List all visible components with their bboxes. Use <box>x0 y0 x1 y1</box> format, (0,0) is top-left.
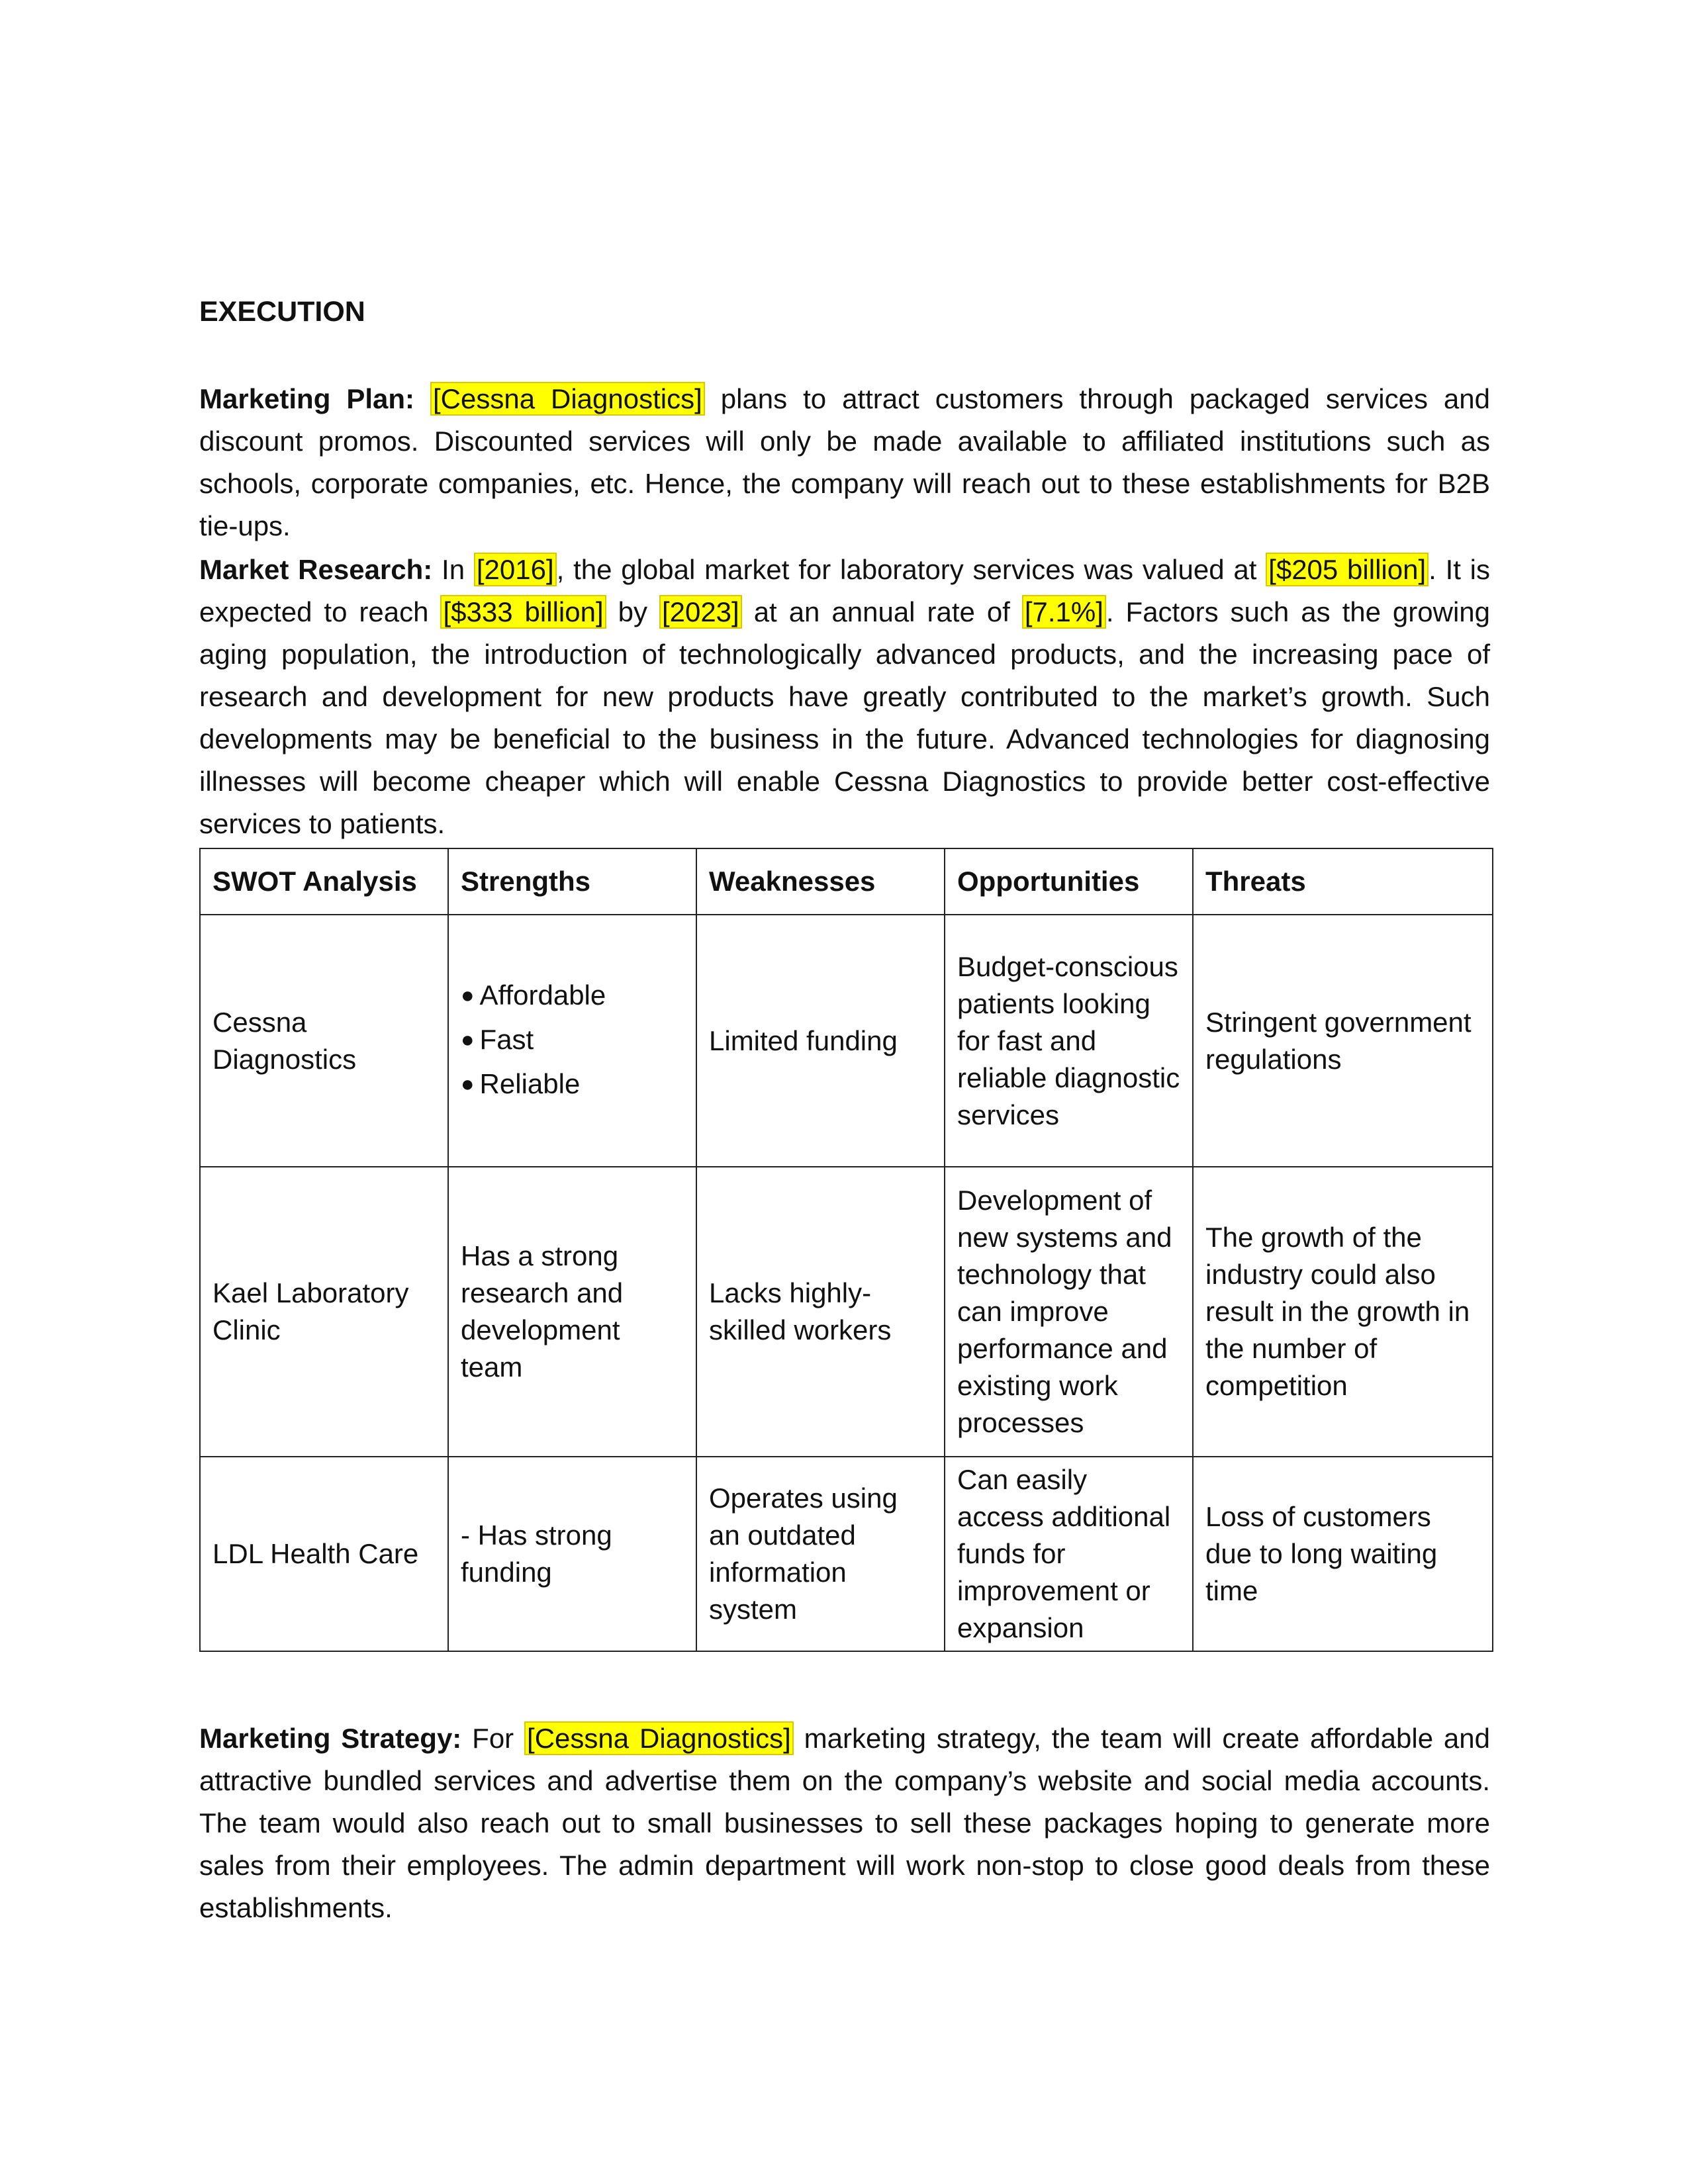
market-research-text: by <box>606 596 659 627</box>
company-name-cell: Cessna Diagnostics <box>200 915 448 1167</box>
column-header: Opportunities <box>945 848 1193 915</box>
table-row <box>200 915 1493 1167</box>
weaknesses-cell: Lacks highly-skilled workers <box>696 1167 945 1457</box>
strengths-cell <box>448 915 696 1167</box>
strengths-list <box>461 974 684 1107</box>
value-placeholder-highlight: [$333 billion] <box>440 595 606 629</box>
strengths-cell: Has a strong research and development team <box>448 1167 696 1457</box>
threats-cell: Loss of customers due to long waiting time <box>1193 1457 1493 1651</box>
table-header-row <box>200 848 1493 915</box>
list-item: ● Fast <box>461 1019 684 1063</box>
marketing-strategy-text: marketing strategy, the team will create affordable and attractive bundled services and advertise them on the company’s website and social media accounts. The team would also reach out to small businesses to sell these packages hoping to generate more sales from their employees. The admin department will work non-stop to close good deals from these establishments. <box>199 1723 1491 1923</box>
list-item: ● Affordable <box>461 974 684 1019</box>
market-research-paragraph <box>199 549 1490 845</box>
market-research-text: . It is expected to reach <box>199 554 1491 627</box>
company-placeholder-highlight: [Cessna Diagnostics] <box>524 1721 794 1755</box>
threats-cell: Stringent government regulations <box>1193 915 1493 1167</box>
marketing-strategy-paragraph <box>199 1717 1490 1929</box>
market-research-text: at an annual rate of <box>741 596 1022 627</box>
threats-cell: The growth of the industry could also result in the growth in the number of competition <box>1193 1167 1493 1457</box>
strengths-cell: - Has strong funding <box>448 1457 696 1651</box>
column-header: Strengths <box>448 848 696 915</box>
table-row <box>200 1167 1493 1457</box>
marketing-plan-text: plans to attract customers through packaged services and discount promos. Discounted services will only be made available to affiliated institutions such as schools, corporate companies, etc. Hence, the company will reach out to these establishments for B2B tie-ups. <box>199 383 1490 541</box>
opportunities-cell: Can easily access additional funds for improvement or expansion <box>945 1457 1193 1651</box>
company-name-cell: LDL Health Care <box>200 1457 448 1651</box>
column-header: Weaknesses <box>696 848 945 915</box>
column-header: Threats <box>1193 848 1493 915</box>
rate-placeholder-highlight: [7.1%] <box>1022 595 1106 629</box>
list-item: ● Reliable <box>461 1063 684 1107</box>
company-placeholder-highlight: [Cessna Diagnostics] <box>430 382 705 416</box>
opportunities-cell: Budget-conscious patients looking for fast and reliable diagnostic services <box>945 915 1193 1167</box>
opportunities-cell: Development of new systems and technology that can improve performance and existing work processes <box>945 1167 1193 1457</box>
company-name-cell: Kael Laboratory Clinic <box>200 1167 448 1457</box>
table-row <box>200 1457 1493 1651</box>
year-placeholder-highlight: [2016] <box>474 553 557 586</box>
marketing-plan-label: Marketing Plan: <box>199 383 415 414</box>
column-header: SWOT Analysis <box>200 848 448 915</box>
marketing-plan-paragraph <box>199 378 1490 547</box>
weaknesses-cell: Operates using an outdated information system <box>696 1457 945 1651</box>
market-research-text: . Factors such as the growing aging population, the introduction of technologically advanced products, and the increasing pace of research and development for new products have greatly contributed to the market’s growth. Such developments may be beneficial to the business in the future. Advanced technologies for diagnosing illnesses will become cheaper which will enable Cessna Diagnostics to provide better cost-effective services to patients. <box>199 596 1491 839</box>
market-research-text: In <box>432 554 474 585</box>
section-heading: EXECUTION <box>199 296 365 328</box>
weaknesses-cell: Limited funding <box>696 915 945 1167</box>
market-research-text: , the global market for laboratory services was valued at <box>556 554 1266 585</box>
marketing-strategy-text: For <box>461 1723 525 1754</box>
market-research-label: Market Research: <box>199 554 433 585</box>
year-placeholder-highlight: [2023] <box>659 595 742 629</box>
marketing-strategy-label: Marketing Strategy: <box>199 1723 462 1754</box>
swot-analysis-table <box>199 848 1493 1652</box>
value-placeholder-highlight: [$205 billion] <box>1266 553 1429 586</box>
